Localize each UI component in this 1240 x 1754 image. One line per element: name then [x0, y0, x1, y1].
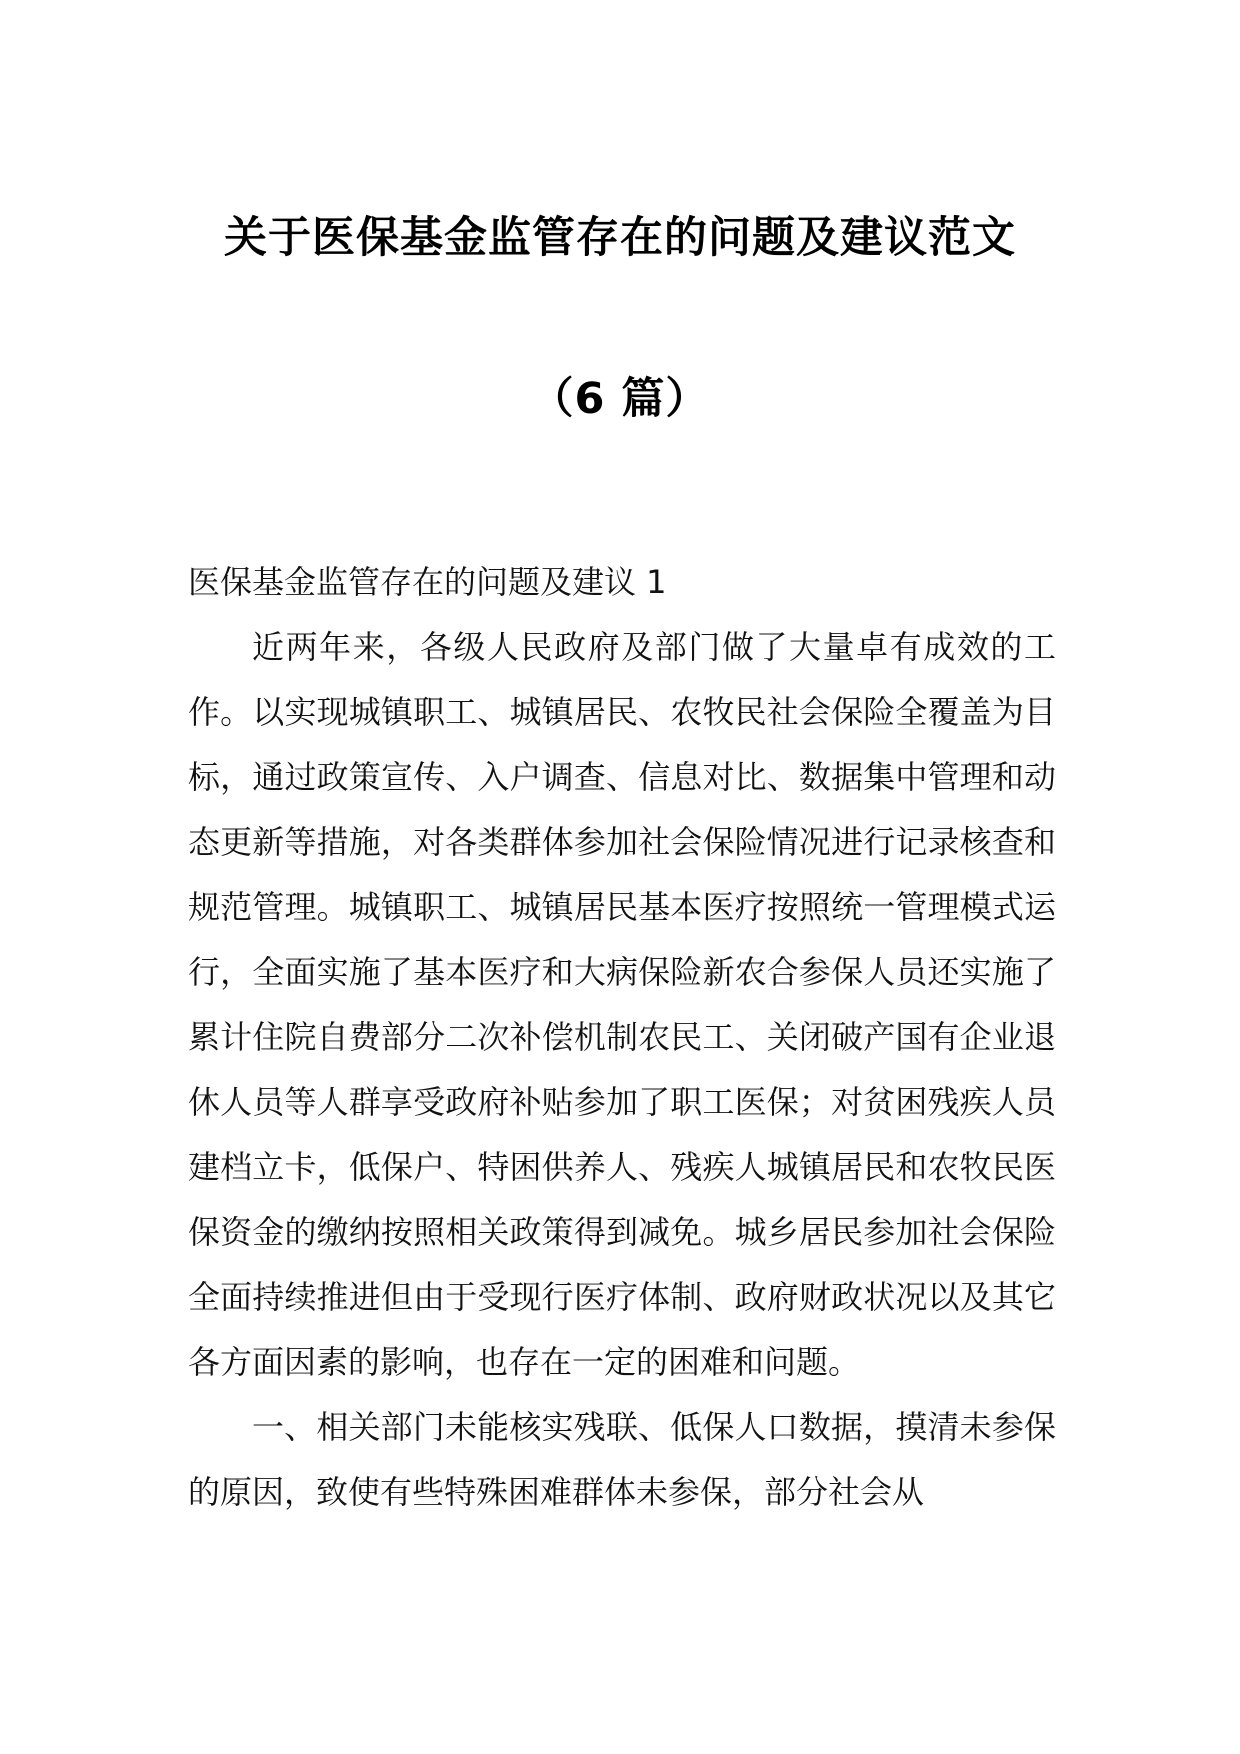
document-body — [188, 550, 1056, 1525]
document-title: 关于医保基金监管存在的问题及建议范文 — [224, 213, 1016, 263]
document-title-count: （6 篇） — [530, 374, 710, 424]
body-paragraph-intro: 近两年来，各级人民政府及部门做了大量卓有成效的工作。以实现城镇职工、城镇居民、农牧民社会保险全覆盖为目标，通过政策宣传、入户调查、信息对比、数据集中管理和动态更新等措施，对各类群体参加社会保险情况进行记录核查和规范管理。城镇职工、城镇居民基本医疗按照统一管理模式运行，全面实施了基本医疗和大病保险新农合参保人员还实施了累计住院自费部分二次补偿机制农民工、关闭破产国有企业退休人员等人群享受政府补贴参加了职工医保；对贫困残疾人员建档立卡，低保户、特困供养人、残疾人城镇居民和农牧民医保资金的缴纳按照相关政策得到减免。城乡居民参加社会保险全面持续推进但由于受现行医疗体制、政府财政状况以及其它各方面因素的影响，也存在一定的困难和问题。 — [188, 628, 1056, 1381]
body-paragraph-issue-1: 一、相关部门未能核实残联、低保人口数据，摸清未参保的原因，致使有些特殊困难群体未参保，部分社会从 — [188, 1408, 1056, 1511]
section-heading: 医保基金监管存在的问题及建议 1 — [188, 563, 667, 601]
